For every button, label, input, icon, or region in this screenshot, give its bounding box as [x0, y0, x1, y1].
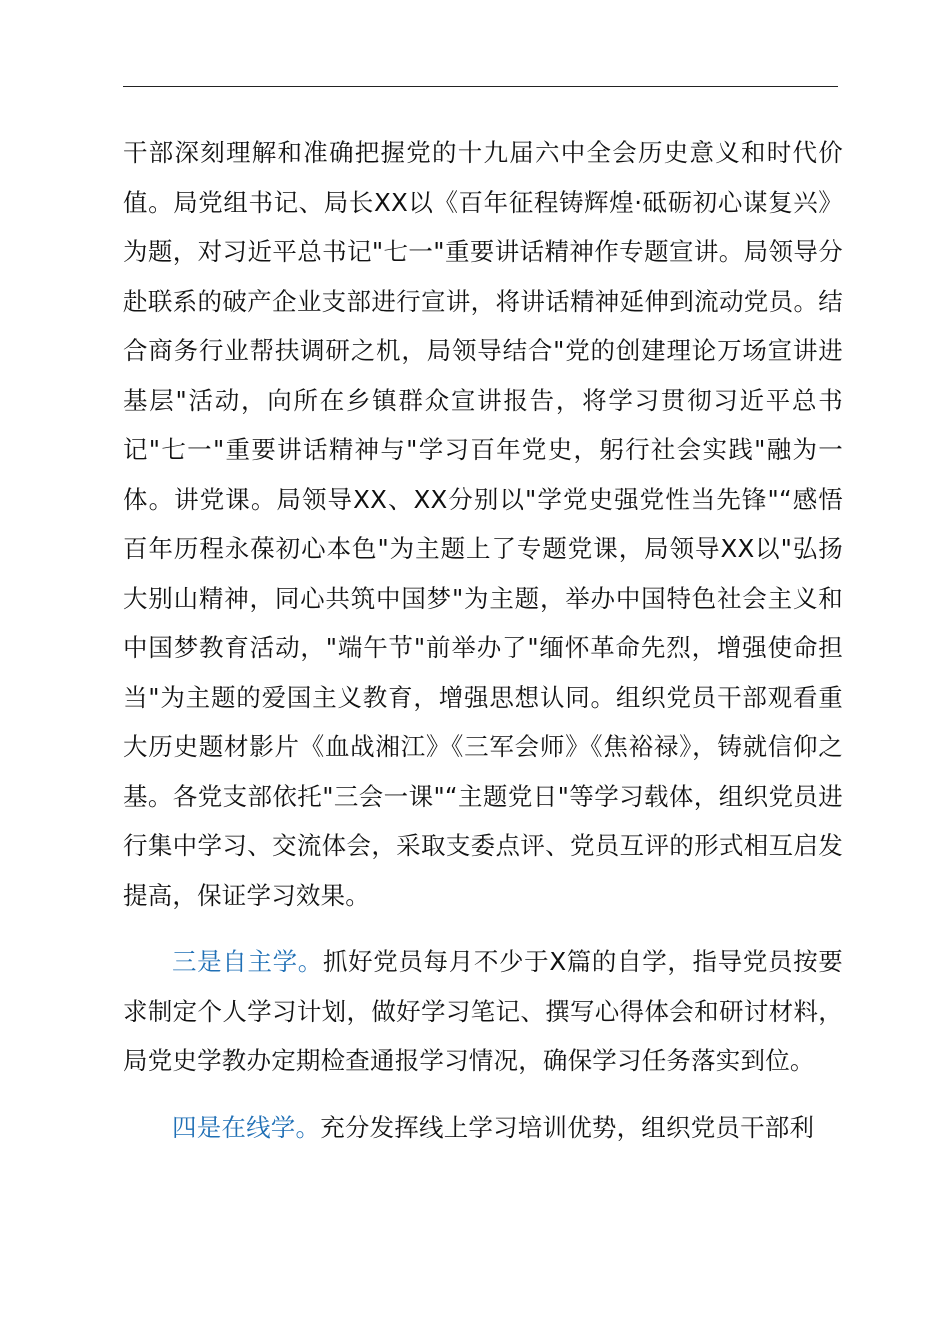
header-rule — [123, 86, 838, 87]
paragraph-lead: 四是在线学。 — [172, 1112, 321, 1142]
paragraph-text: 充分发挥线上学习培训优势，组织党员干部利 — [320, 1112, 815, 1142]
paragraph-lead: 三是自主学。 — [172, 947, 323, 976]
document-body — [123, 128, 843, 1152]
paragraph-continued — [123, 128, 843, 920]
paragraph-self-study — [123, 937, 843, 1086]
paragraph-online-study — [123, 1103, 843, 1153]
paragraph-text: 抓好党员每月不少于X篇的自学，指导党员按要求制定个人学习计划，做好学习笔记、撰写心得体会和研讨材料，局党史学教办定期检查通报学习情况，确保学习任务落实到位。 — [123, 947, 844, 1075]
paragraph-text: 干部深刻理解和准确把握党的十九届六中全会历史意义和时代价值。局党组书记、局长XX以《百年征程铸辉煌·砥砺初心谋复兴》为题，对习近平总书记"七一"重要讲话精神作专题宣讲。局领导分赴联系的破产企业支部进行宣讲，将讲话精神延伸到流动党员。结合商务行业帮扶调研之机，局领导结合"党的创建理论万场宣讲进基层"活动，向所在乡镇群众宣讲报告，将学习贯彻习近平总书记"七一"重要讲话精神与"学习百年党史，躬行社会实践"融为一体。讲党课。局领导XX、XX分别以"学党史强党性当先锋"“感悟百年历程永葆初心本色"为主题上了专题党课，局领导XX以"弘扬大别山精神，同心共筑中国梦"为主题，举办中国特色社会主义和中国梦教育活动，"端午节"前举办了"缅怀革命先烈，增强使命担当"为主题的爱国主义教育，增强思想认同。组织党员干部观看重大历史题材影片《血战湘江》《三军会师》《焦裕禄》，铸就信仰之基。各党支部依托"三会一课"“主题党日"等学习载体，组织党员进行集中学习、交流体会，采取支委点评、党员互评的形式相互启发提高，保证学习效果。 — [123, 138, 843, 910]
